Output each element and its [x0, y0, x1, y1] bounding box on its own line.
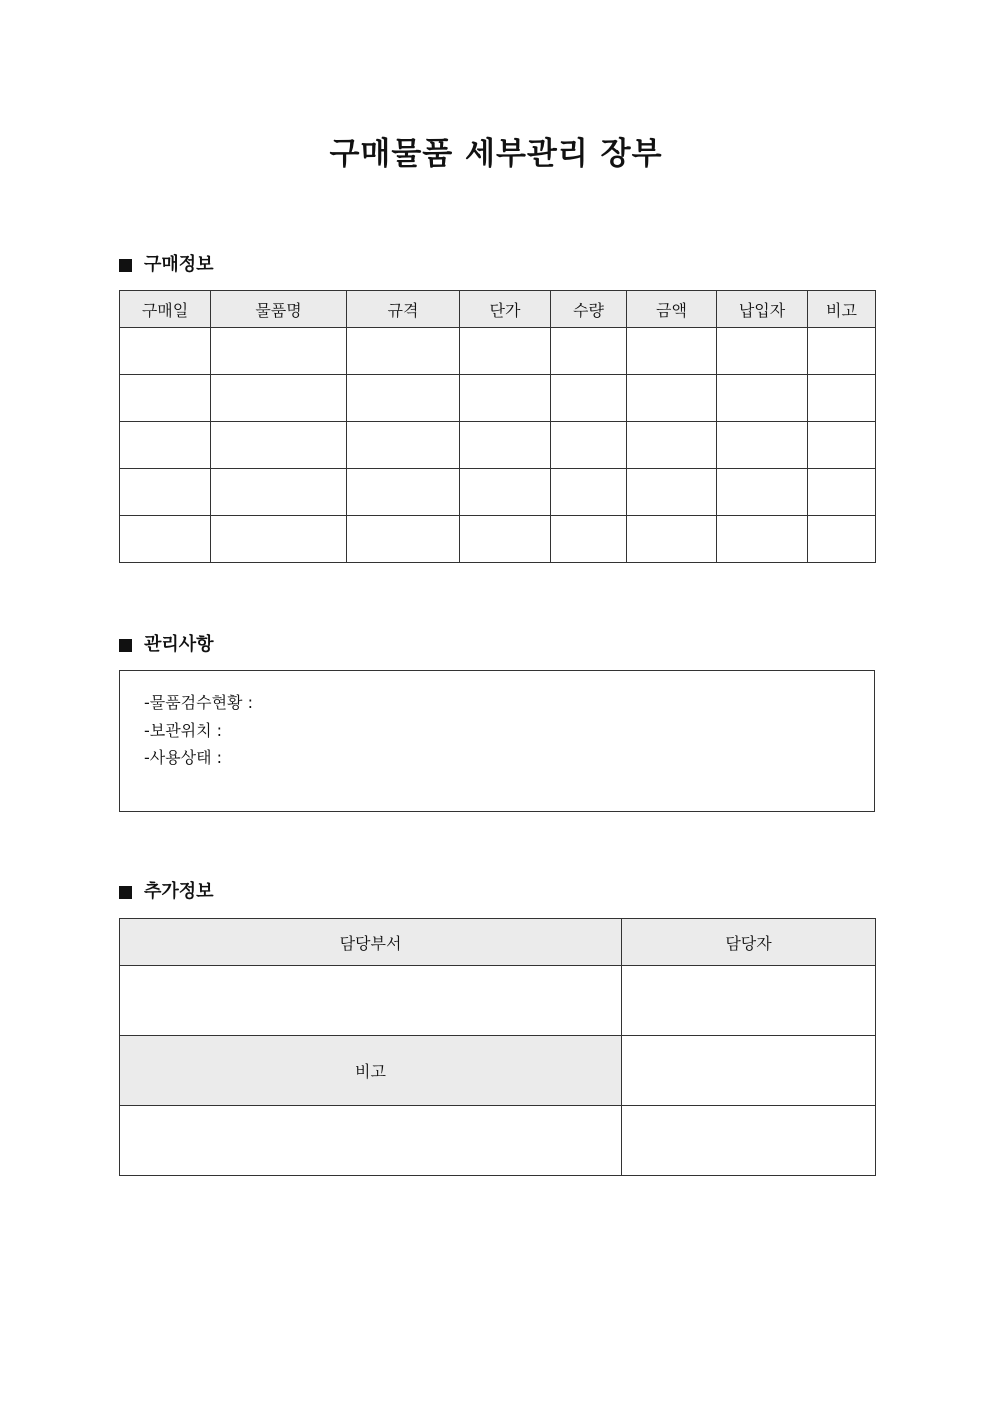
table-cell[interactable]	[347, 422, 460, 469]
table-cell[interactable]	[808, 328, 876, 375]
table-cell[interactable]	[717, 422, 808, 469]
table-cell[interactable]	[460, 422, 551, 469]
table-cell[interactable]	[347, 516, 460, 563]
table-cell[interactable]	[120, 375, 211, 422]
table-cell[interactable]	[551, 422, 627, 469]
table-row	[120, 1106, 876, 1176]
table-cell[interactable]	[627, 516, 717, 563]
col-header-supplier: 납입자	[717, 291, 808, 328]
table-cell[interactable]	[120, 469, 211, 516]
table-row	[120, 966, 876, 1036]
document-title: 구매물품 세부관리 장부	[329, 136, 663, 172]
purchase-table	[119, 290, 876, 563]
table-cell[interactable]	[627, 469, 717, 516]
col-header-unit-price: 단가	[460, 291, 551, 328]
purchase-section-heading	[119, 253, 214, 277]
purchase-section-label: 구매정보	[144, 254, 214, 275]
management-notes-list	[144, 689, 253, 772]
table-cell[interactable]	[808, 469, 876, 516]
table-cell[interactable]	[551, 469, 627, 516]
table-cell[interactable]	[717, 469, 808, 516]
table-cell[interactable]	[627, 328, 717, 375]
table-cell[interactable]	[717, 516, 808, 563]
note-inspection-status: -물품검수현황 :	[144, 693, 253, 712]
square-bullet-icon	[119, 639, 132, 652]
table-cell[interactable]	[460, 328, 551, 375]
manager-value-cell[interactable]	[622, 1036, 876, 1106]
table-cell[interactable]	[551, 375, 627, 422]
table-cell[interactable]	[808, 375, 876, 422]
note-usage-status: -사용상태 :	[144, 748, 223, 767]
table-cell[interactable]	[717, 375, 808, 422]
department-header: 담당부서	[120, 919, 622, 966]
extra-section-heading	[119, 880, 214, 904]
table-cell[interactable]	[551, 516, 627, 563]
manager-value-cell[interactable]	[622, 966, 876, 1036]
table-row	[120, 422, 876, 469]
table-cell[interactable]	[460, 375, 551, 422]
management-section-heading	[119, 633, 214, 657]
table-cell[interactable]	[347, 375, 460, 422]
table-cell[interactable]	[460, 469, 551, 516]
extra-section-label: 추가정보	[144, 881, 214, 902]
table-cell[interactable]	[460, 516, 551, 563]
remarks-value-cell[interactable]	[120, 1106, 622, 1176]
square-bullet-icon	[119, 259, 132, 272]
table-cell[interactable]	[808, 516, 876, 563]
table-cell[interactable]	[808, 422, 876, 469]
table-row	[120, 469, 876, 516]
table-cell[interactable]	[627, 422, 717, 469]
table-row	[120, 1036, 876, 1106]
col-header-spec: 규격	[347, 291, 460, 328]
table-cell[interactable]	[120, 516, 211, 563]
table-cell[interactable]	[551, 328, 627, 375]
table-cell[interactable]	[627, 375, 717, 422]
note-storage-location: -보관위치 :	[144, 720, 223, 740]
table-cell[interactable]	[211, 422, 347, 469]
table-cell[interactable]	[211, 469, 347, 516]
extra-info-table	[119, 918, 876, 1176]
extra-header-row	[120, 919, 876, 966]
table-cell[interactable]	[211, 375, 347, 422]
department-value-cell[interactable]	[120, 966, 622, 1036]
table-cell[interactable]	[211, 516, 347, 563]
management-section-label: 관리사항	[144, 634, 214, 655]
col-header-item-name: 물품명	[211, 291, 347, 328]
table-row	[120, 516, 876, 563]
table-cell[interactable]	[120, 328, 211, 375]
management-notes-box[interactable]	[119, 670, 875, 812]
table-cell[interactable]	[120, 422, 211, 469]
table-cell[interactable]	[347, 328, 460, 375]
table-cell[interactable]	[347, 469, 460, 516]
manager-header: 담당자	[622, 919, 876, 966]
col-header-remarks: 비고	[808, 291, 876, 328]
table-cell[interactable]	[717, 328, 808, 375]
col-header-purchase-date: 구매일	[120, 291, 211, 328]
square-bullet-icon	[119, 886, 132, 899]
purchase-header-row	[120, 291, 876, 328]
table-row	[120, 375, 876, 422]
table-row	[120, 328, 876, 375]
table-cell[interactable]	[211, 328, 347, 375]
manager-value-cell[interactable]	[622, 1106, 876, 1176]
remarks-header: 비고	[120, 1036, 622, 1106]
col-header-quantity: 수량	[551, 291, 627, 328]
col-header-amount: 금액	[627, 291, 717, 328]
